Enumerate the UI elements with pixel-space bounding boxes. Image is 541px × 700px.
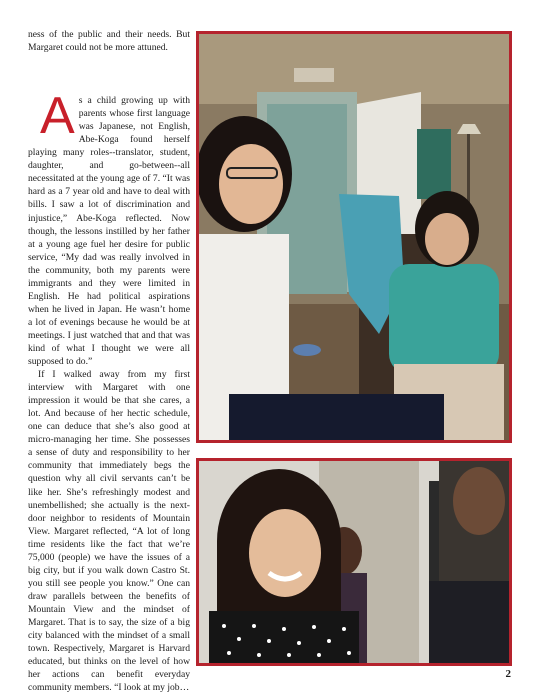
photo-margaret-smiling	[196, 458, 512, 666]
article-column	[28, 28, 190, 694]
intro-paragraph: ness of the public and their needs. But Margaret could not be more attuned.	[28, 29, 190, 54]
drop-cap: A	[40, 87, 75, 146]
photo-two-girls	[196, 31, 512, 443]
photo-two-girls-image	[199, 34, 509, 440]
photo-margaret-smiling-image	[199, 461, 509, 663]
body-paragraph-2: If I walked away from my first interview with Margaret with one impression it would be that she cares, a lot. And because of her hectic schedule, one can deduce that she’s also good at micro-managing her time. She possesses a sense of duty and responsibility to her community that immediately begs the question why all civil servants can’t be like her. She’s refreshingly modest and unembellished; she actually is the next-door neighbor to residents of Mountain View. Margaret reflected, “A lot of long time residents like the fact that we’re 75,000 (people) we have the issues of a big city, but if you walk down Castro St. you still see people you know.” One can draw parallels between the benefits of Mountain View and the mindset of Margaret. That is to say, the size of a big city balanced with the mindset of a small town. Respectively, Margaret is Harvard educated, but thinks on the level of how her actions can benefit everyday community members. “I look at my job…	[28, 369, 190, 694]
body-paragraph-1	[28, 87, 190, 368]
page-number: 2	[505, 668, 511, 680]
body-paragraph-1-text: s a child growing up with parents whose first language was Japanese, not English, Abe-Koga found herself playing many roles--translator, student, daughter, and go-between--all necessitated at the young age of 7. “It was hard as a 7 year old and have to deal with bills. I saw a lot of discrimination and injustice,” Abe-Koga reflected. Now though, the lessons instilled by her father at a young age fuel her desire for public service, “My dad was really involved in the community, both my parents were immigrants and they were limited in English. He had political aspirations when he lived in Japan. He wasn’t home a lot of evenings because he would be at meetings. I just watched that and that was kind of what I thought we were all supposed to do.”	[28, 95, 190, 368]
